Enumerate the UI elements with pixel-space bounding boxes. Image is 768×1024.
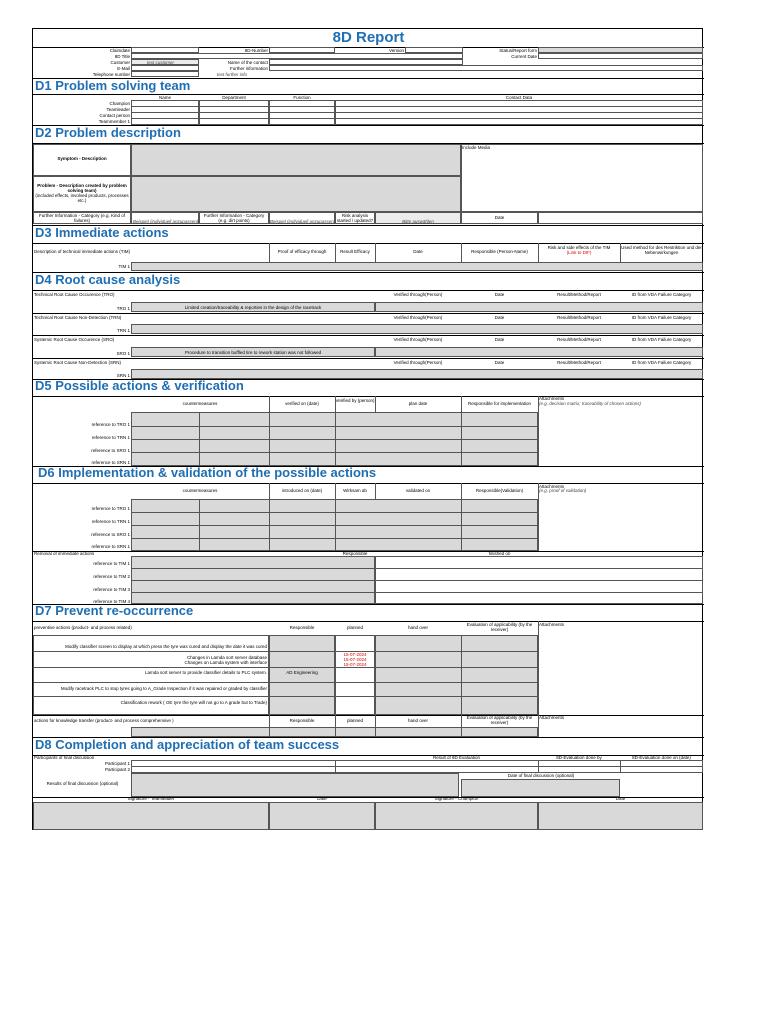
d6-ref-tro: reference to TRO 1 [91,506,130,511]
d6-col-responsible: Responsible(Validation) [475,488,524,493]
d3-col-description: Description of technical immediate actions (TIM) [34,249,131,254]
d7-action-3: Changes on Lamda system with interface [184,660,267,665]
d2-symptom-label: Symptom - Description [57,156,107,161]
d3-col-responsible: Responsible (Person-Name) [471,249,528,254]
d8-date-label-1: Date [317,796,327,801]
d7-k-hand-over: hand over [407,718,428,723]
d7-col-planned: planned [346,625,364,630]
d7-col-responsible: Responsible [289,625,315,630]
d5-col-verified-person: Verified by (person) [335,398,375,403]
d6-ref-tim3: reference to TIM 3 [93,587,130,592]
d7-knowledge-label: actions for knowledge transfer (product- and process comprehensive ) [34,718,174,723]
d8-heading: D8 Completion and appreciation of team success [35,737,340,752]
d6-heading: D6 Implementation & validation of the possible actions [38,465,377,480]
d6-ref-sro: reference to SRO 1 [91,532,130,537]
d4-sro-detail-field[interactable] [375,347,703,357]
d7-action-5: Modify racetrack PLC to stop tyres going to A_Grade Inspection if it was repaired or graded by classifier [60,686,267,691]
d2-media-label: Include Media [462,145,491,150]
d5-col-countermeasures: countermeasures [182,401,218,406]
d2-symptom-field[interactable] [131,144,461,176]
d4-trn-result: Result/Method/Report [557,315,601,320]
d4-tro-detail-field[interactable] [375,302,703,312]
d8-participants-label: Participants of final discussion [34,755,95,760]
customer-value: text customer [147,60,175,65]
d4-tro-vda: ID from VDA Failure Category [631,292,692,297]
d3-col-method: Used method for des Restriktion und der Nebenwirkungen [621,245,702,255]
d8-signature-champion-field[interactable] [375,802,538,830]
d4-tro-title: Technical Root Cause Occurence (TRO) [34,292,115,297]
d7-action-2: Changes in Lamda sort server database [186,655,267,660]
d3-col-result: Result Efficacy [340,249,370,254]
d3-col-date: Date [413,249,423,254]
report-title: 8D Report [332,29,405,46]
telephone-field[interactable] [131,71,199,77]
d7-handover-grid[interactable] [375,635,538,715]
d7-planned-cell[interactable] [335,635,375,715]
d2-problem-label-4: etc.) [77,198,87,203]
d7-heading: D7 Prevent re-occurrence [35,603,194,618]
d4-srn-verified: Verified through(Person) [393,360,443,365]
customer-label: Customer [110,60,130,65]
d2-media-field[interactable] [461,144,703,212]
d7-k-attachments: Attachments [539,715,565,720]
claimdate-label: Claimdate [109,48,130,53]
d6-removal-responsible: Responsible [342,551,368,556]
d4-sro-result: Result/Method/Report [557,337,601,342]
d5-attachments-label: Attachments [539,396,565,401]
d8-participant-1: Participant 1 [104,761,130,766]
d6-removal-label: Removal of immediate actions [34,551,95,556]
8d-number-label: 8D-Number [244,48,268,53]
d2-problem-label-2: solving team) [67,188,97,193]
d4-sro-title: Systemic Root Cause Occurence (SRO) [34,337,115,342]
d2-heading: D2 Problem description [35,125,181,140]
d2-example-1: Beispiel (individuell anzupassen) [133,219,199,224]
d4-sro-row: SRO 1 [116,351,130,356]
d2-problem-field[interactable] [131,176,461,212]
d3-risk-link[interactable]: (Link to DIF) [566,250,592,255]
d4-srn-title: Systemic Root Cause Non-Detection (SRN) [34,360,122,365]
d5-attachments-hint: (e.g. decision matrix; traceability of chosen actions) [539,401,642,406]
d8-eval-on-label: 8D-Evaluation done on (date) [632,755,691,760]
d8-results-final-label: Results of final discussion (optional) [46,781,119,786]
further-info-value: text further info [217,72,248,77]
d4-srn-date: Date [494,360,505,365]
d4-sro-verified: Verified through(Person) [393,337,443,342]
d8-signature-champion: Signature - Champion [434,796,479,801]
d7-preventive-label: preventive actions (product- and process related) [34,625,132,630]
d3-tim1-field[interactable] [131,262,703,271]
d8-date-field-1[interactable] [269,802,375,830]
d2-further-label: Further Information - Category (e.g. Kind of failures) [38,213,126,223]
d6-attachments-hint: (e.g. proof of validation) [539,488,587,493]
d2-date-label: Date [494,215,505,220]
further-info-field[interactable] [269,65,703,71]
d7-responsible-cell[interactable] [269,635,335,715]
d7-team: AD Engineering [286,670,318,675]
d7-k-evaluation: Evaluation of applicability (by the receiver) [466,715,533,725]
report-sheet [32,28,703,830]
further-info-label: Further information [229,66,268,71]
d4-srn-result: Result/Method/Report [557,360,601,365]
d1-col-name: Name [158,95,171,100]
d7-date-1: 15-07-2024 [343,652,367,657]
d4-tro-date: Date [494,292,505,297]
d4-trn-vda: ID from VDA Failure Category [631,315,692,320]
d4-tro-row: TRO 1 [116,306,130,311]
d4-trn-title: Technical Root Cause Non-Detection (TRN) [34,315,122,320]
d2-date-field[interactable] [538,212,703,224]
email-label: E-Mail [117,66,130,71]
d5-ref-sro: reference to SRO 1 [91,448,130,453]
d7-col-evaluation: Evaluation of applicability (by the receiver) [466,622,533,632]
d7-date-2: 15-07-2024 [343,657,367,662]
d2-risk-value: Bitte auswählen [402,219,434,224]
d2-example-2: Beispiel (individuell anzupassen) [270,219,336,224]
d3-heading: D3 Immediate actions [35,225,169,240]
d4-trn-verified: Verified through(Person) [393,315,443,320]
d7-k-responsible: Responsible [289,718,315,723]
d6-ref-trn: reference to TRN 1 [91,519,130,524]
d4-tro-result: Result/Method/Report [557,292,601,297]
d8-date-field-2[interactable] [538,802,703,830]
d7-attachments-label: Attachments [539,622,565,627]
d5-col-verified-date: verified on (date) [285,401,319,406]
d8-result-eval-label: Result of 8D Evaluation [432,755,481,760]
version-label: Version [388,48,404,53]
d8-signature-teamleader-field[interactable] [33,802,269,830]
d3-col-risk: Risk and side effects of the TIM [547,245,611,250]
d5-ref-trn: reference to TRN 1 [91,435,130,440]
d5-ref-srn: reference to SRN 1 [91,460,130,465]
d1-row-champion: Champion [109,101,130,106]
d4-sro-vda: ID from VDA Failure Category [631,337,692,342]
d1-heading: D1 Problem solving team [35,78,191,93]
d7-action-1: Modify classifier screen to display at which press the tyre was cured and display the date it was cured [65,644,267,649]
d8-signature-teamleader: Signature - Teamleader [127,796,175,801]
d8-date-final-label: Date of final discussion (optional) [507,773,575,778]
d6-ref-tim1: reference to TIM 1 [93,561,130,566]
current-date-field[interactable] [538,53,703,59]
d3-col-proof: Proof of efficacy through [277,249,327,254]
d4-srn-row: SRN 1 [116,373,130,378]
d2-risk-label: Risk analysis started / updated? [336,213,374,223]
contact-name-label: Name of the contact [227,60,268,65]
d7-action-6: Classification rework ( OE tyre the tyre will not go to A grade but to Trade) [120,700,267,705]
d6-ref-srn: reference to SRN 1 [91,544,130,549]
d4-sro-text: Procedure to transition buffled tire to rework station was not followed [184,350,322,355]
d6-removal-finished: finished on [488,551,511,556]
d8-participant-2: Participant 2 [104,767,130,772]
d4-trn-row: TRN 1 [116,328,130,333]
d4-trn-date: Date [494,315,505,320]
d2-problem-label-3: (included effects, involved products, processes [35,193,129,198]
d6-ref-tim4: reference to TIM 4 [93,599,130,604]
d8-eval-by-label: 8D-Evaluation done by [556,755,602,760]
d6-ref-tim2: reference to TIM 2 [93,574,130,579]
d1-row-contact: Contact person [99,113,130,118]
d8-results-final-field[interactable] [131,773,459,797]
d4-heading: D4 Root cause analysis [35,272,181,287]
d6-attachments-label: Attachments [539,484,565,489]
status-label: Status/Report form [499,48,537,53]
d5-col-plan-date: plan date [408,401,428,406]
d2-further2-label: Further Information - Category (e.g. dirt points) [203,213,265,223]
d1-row-teamleader: Teamleader [106,107,130,112]
telephone-label: Telephone number [92,72,130,77]
d5-col-responsible: Responsible for implementation [467,401,532,406]
d6-col-introduced: introduced on (date) [281,488,323,493]
d6-col-countermeasures: countermeasures [182,488,218,493]
d5-heading: D5 Possible actions & verification [35,378,244,393]
d1-col-contact: Contact Data [505,95,533,100]
8d-title-label: 8D Title [114,54,130,59]
d1-col-function: Function [293,95,311,100]
d4-trn-field[interactable] [131,324,703,334]
d8-date-final-field[interactable] [461,779,620,797]
d2-problem-label-1: Problem - Description created by problem [37,183,127,188]
d5-ref-tro: reference to TRO 1 [91,422,130,427]
d6-col-wirksam: Wirksam ab [343,488,367,493]
d6-col-validated: validated on [405,488,431,493]
d4-sro-date: Date [494,337,505,342]
d1-row-member: Teammember 1 [98,119,130,124]
d4-tro-text: Limited creation/traceability & reporties in the design of the racetrack [184,305,322,310]
d4-tro-verified: Verified through(Person) [393,292,443,297]
d7-k-planned: planned [346,718,364,723]
current-date-label: Current Date [511,54,537,59]
d3-row-tim1: TIM 1 [118,264,130,269]
d7-action-4: Lamda sort server to provide classifier details to PLC system. [144,670,267,675]
d7-date-3: 15-07-2024 [343,662,367,667]
d1-col-department: Department [222,95,246,100]
d8-date-label-2: Date [615,796,626,801]
d4-srn-vda: ID from VDA Failure Category [631,360,692,365]
d7-col-hand-over: hand over [407,625,428,630]
